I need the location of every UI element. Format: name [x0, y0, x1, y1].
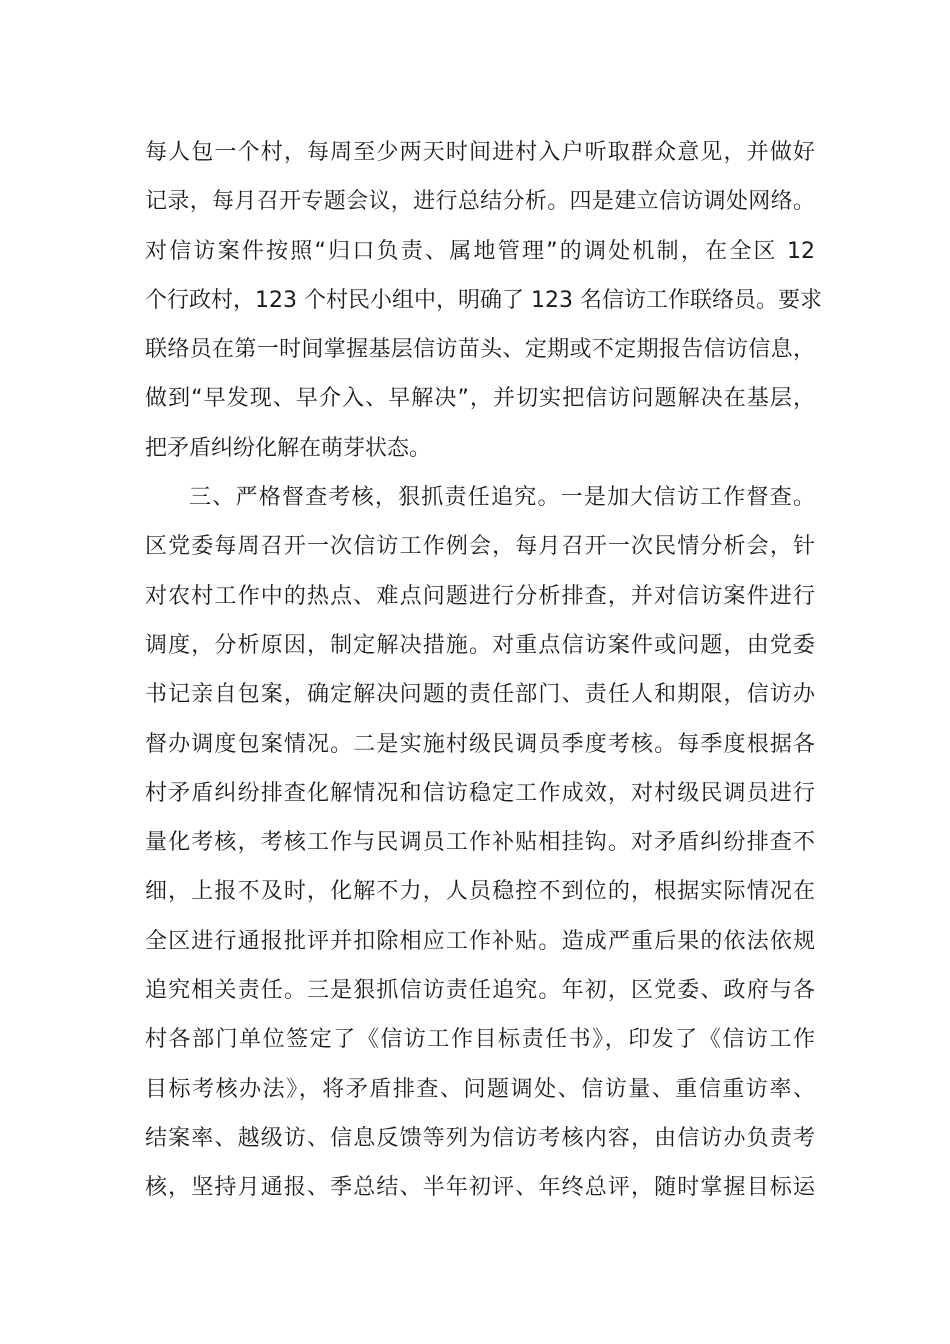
text-line: 细，上报不及时，化解不力，人员稳控不到位的，根据实际情况在 — [145, 879, 815, 905]
text-line: 对农村工作中的热点、难点问题进行分析排查，并对信访案件进行 — [145, 583, 815, 609]
text-line: 村各部门单位签定了《信访工作目标责任书》，印发了《信访工作 — [145, 1027, 815, 1053]
text-line: 全区进行通报批评并扣除相应工作补贴。造成严重后果的依法依规 — [145, 928, 815, 954]
text-line: 做到“早发现、早介入、早解决”，并切实把信访问题解决在基层， — [145, 386, 815, 412]
text-line: 村矛盾纠纷排查化解情况和信访稳定工作成效，对村级民调员进行 — [145, 780, 815, 806]
text-line: 量化考核，考核工作与民调员工作补贴相挂钩。对矛盾纠纷排查不 — [145, 830, 815, 856]
text-line: 追究相关责任。三是狠抓信访责任追究。年初，区党委、政府与各 — [145, 978, 815, 1004]
text-line: 联络员在第一时间掌握基层信访苗头、定期或不定期报告信访信息， — [145, 337, 815, 363]
text-line: 记录，每月召开专题会议，进行总结分析。四是建立信访调处网络。 — [145, 189, 815, 215]
text-line: 对信访案件按照“归口负责、属地管理”的调处机制，在全区 12 — [145, 238, 815, 264]
text-line: 每人包一个村，每周至少两天时间进村入户听取群众意见，并做好 — [145, 140, 815, 165]
text-line: 区党委每周召开一次信访工作例会，每月召开一次民情分析会，针 — [145, 534, 815, 560]
text-line: 三、严格督查考核，狠抓责任追究。一是加大信访工作督查。 — [189, 485, 815, 511]
text-line: 书记亲自包案，确定解决问题的责任部门、责任人和期限，信访办 — [145, 682, 815, 708]
text-line: 把矛盾纠纷化解在萌芽状态。 — [145, 435, 432, 461]
text-line: 个行政村，123 个村民小组中，明确了 123 名信访工作联络员。要求 — [145, 287, 822, 313]
text-line: 核，坚持月通报、季总结、半年初评、年终总评，随时掌握目标运 — [145, 1175, 815, 1201]
body-text — [145, 128, 822, 1213]
text-line: 目标考核办法》，将矛盾排查、问题调处、信访量、重信重访率、 — [145, 1076, 815, 1102]
text-line: 结案率、越级访、信息反馈等列为信访考核内容，由信访办负责考 — [145, 1125, 815, 1151]
text-line: 督办调度包案情况。二是实施村级民调员季度考核。每季度根据各 — [145, 731, 815, 757]
text-line: 调度，分析原因，制定解决措施。对重点信访案件或问题，由党委 — [145, 632, 815, 658]
